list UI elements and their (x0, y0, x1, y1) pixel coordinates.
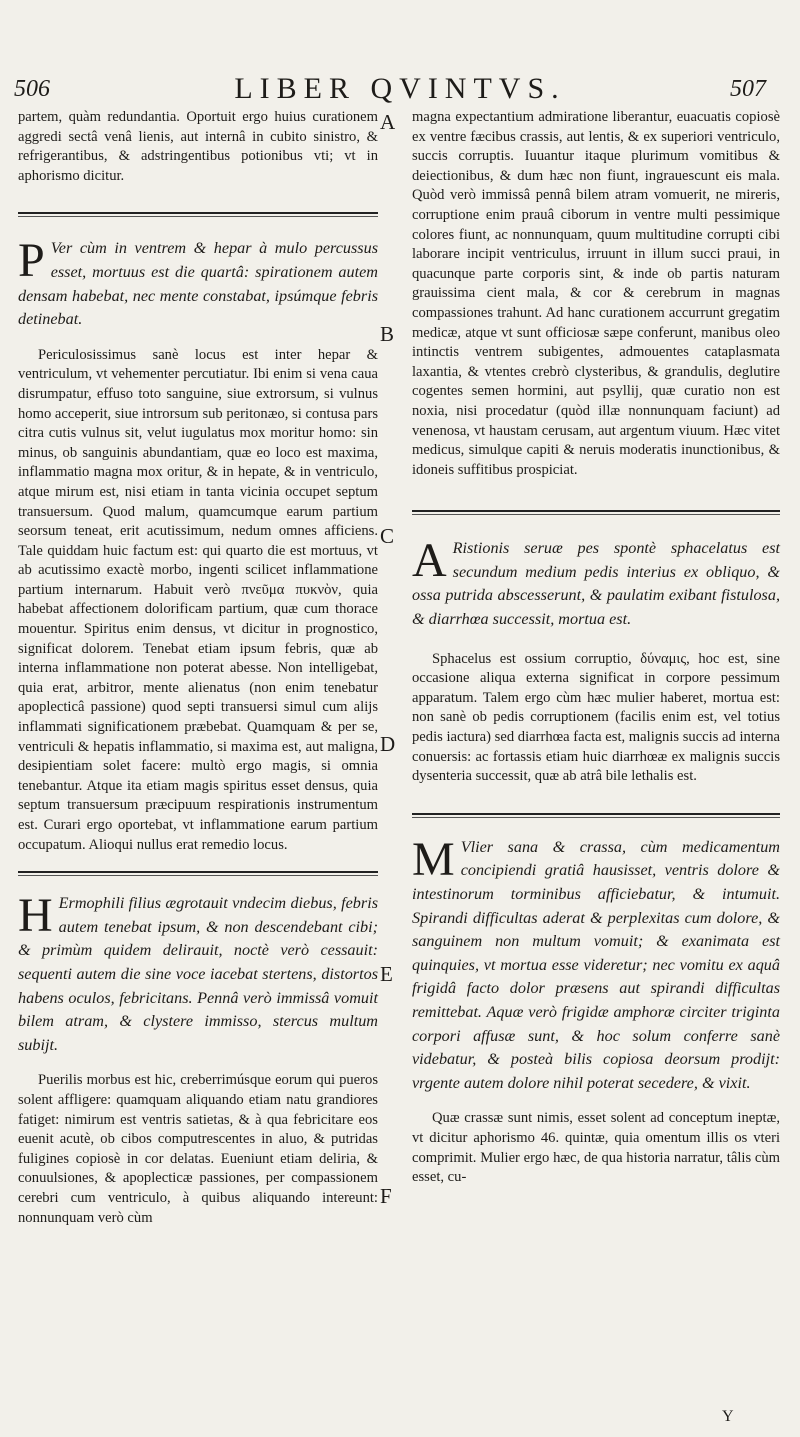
section-divider (412, 510, 780, 512)
commentary-text: Sphacelus est ossium corruptio, δύναμις, hoc est, sine occasione aliqua externa significat in corpore pessimum apparatum. Talem ergo cùm hæc mulier haberet, mortua est: non sanè ob pedis corruptionem (facilis enim est, vel totius pedis iactura) sed diarrhœa facta est, malignis succis ad interna conuersis: ac fortassis etiam huic diarrhœæ ex malignis succis dysenteria successit, quæ ab atrâ bile lethalis est. (412, 650, 780, 785)
section-divider (18, 871, 378, 873)
drop-initial: P (18, 234, 45, 288)
margin-letter-c: C (380, 524, 395, 548)
case-commentary-hermophili (18, 1071, 378, 1228)
drop-initial: H (18, 889, 53, 943)
margin-letter-b: B (380, 322, 395, 346)
margin-letter-a: A (380, 110, 396, 134)
left-continuation-text: partem, quàm redundantia. Oportuit ergo huius curationem aggredi sectâ venâ lienis, aut internâ in cubito sinistro, & refrigerantibus, & adstringentibus potionibus vti; vt in aphorismo dicitur. (18, 109, 378, 184)
commentary-text: Periculosissimus sanè locus est inter hepar & ventriculum, vt vehementer percutiatur. Ibi enim si vena caua disrumpatur, effuso toto sanguine, siue extrorsum, si vulnus homo acceperit, siue introrsum sub peritonæo, si contusa pars citra cutis vulnus sit, velut iugulatus mox moritur homo: sin minus, ob sanguinis abundantiam, quæ eo loco est maxima, inflammatio magna mox oritur, & in hepate, & in ventriculo, atque mirum est, nisi etiam in tanta vicinia occupet septum transuersum. Quod malum, quamcumque earum partium seorsum teneat, erit acutissimum, nedum omnes afficiens. Tale quiddam huic factum est: qui quarto die est mortuus, vt ab acutissimo exactè morbo, ingenti scilicet inflammatione partium internarum. Habuit verò πνεῦμα πυκνὸν, quia habebat affectionem dolorificam partium, quæ cum thorace mouentur. Spiritus enim densus, vt dicitur in prognostico, significat dolorem. Tenebat etiam ipsum febris, quæ ab interna inflammatione non poterat abesse. Non intelligebat, quia erat, arbitror, mente alienatus (non enim tenebatur apoplecticâ passione) quod septi transuersi simul cum alijs inflammati significationem præbebat. Quamquam & per se, ventriculi & hepatis inflammatio, si maxima est, aut maligna, desipientiam solet facere: multò ergo magis, si omnia tenebantur. Atque ita etiam magis spiritus esset densus, quia septum transuersum præcipuum respirationis instrumentum est. Curari ergo oportebat, vt inflammatione earum partium occupatum. Alioqui nullus erat remedio locus. (18, 346, 378, 853)
case-heading-text: Ermophili filius ægrotauit vndecim diebus, febris autem tenebat ipsum, & non descendebant cibi; & primùm quidem delirauit, noctè verò cessauit: sequenti autem die sine voce iacebat stertens, distortos habens oculos, febricitans. Pennâ verò immissâ vomuit bilem atram, & clystere immisso, stercus multum subijt. (18, 894, 378, 1054)
case-heading-mulier (412, 832, 780, 1096)
left-column (18, 108, 378, 1228)
commentary-text: Quæ crassæ sunt nimis, esset solent ad conceptum ineptæ, vt dicitur aphorismo 46. quintæ, quia omentum illis os vteri comprimit. Mulier ergo hæc, de qua historia narratur, tâlis cùm esset, cu- (412, 1110, 780, 1186)
right-column (412, 108, 780, 1188)
case-heading-text: Ver cùm in ventrem & hepar à mulo percussus esset, mortuus est die quartâ: spirationem autem densam habebat, nec mente constabat, ipsúmque febris detinebat. (18, 239, 378, 329)
case-heading-hermophili (18, 889, 378, 1057)
running-head: LIBER QVINTVS. (234, 72, 566, 105)
drop-initial: A (412, 534, 447, 588)
signature-mark: Y (722, 1408, 734, 1425)
right-continuation-text: magna expectantium admiratione liberantur, euacuatis copiosè ex ventre fæcibus crassis, aut lentis, & ex superiori ventriculo, succis corruptis. Iuuantur itaque plurimum vomitibus & deiectionibus, & dum hæc non fiunt, ingrauescunt eis mala. Quòd verò immissâ pennâ bilem atram vomuerit, ne mireris, corruptione enim prauâ ciborum in ventre multi pessimique colores fiunt, ac nonnunquam, quum multitudine corrupti cibi laborare incipit ventriculus, irruunt in illum succi praui, in quacunque parte corporis sint, & inde ob partis naturam grauissima cient mala, & cor & cerebrum in magnas compassiones trahunt. Ad hanc curationem accurrunt gregatim medicæ, atque vt sunt officiosæ sæpe conferunt, manibus oleo intinctis ventrem subigentes, admouentes cataplasmata laxantia, & vtentes crebrò clysteribus, & grandulis, deglutire cogentes semen hormini, aut psyllij, quæ curatio non est noxia, nisi procedatur (quòd illæ nonnunquam faciunt) ad venenosa, vt haustam cerusam, aut argentum viuum. Hæc vitet medicus, simulque capiti & neruis moderatis inunctionibus, & idoneis suffitibus prospiciat. (412, 109, 780, 478)
case-commentary-mulier (412, 1109, 780, 1187)
case-commentary-aristionis (412, 650, 780, 787)
case-commentary-puer (18, 346, 378, 855)
case-heading-aristionis (412, 534, 780, 631)
drop-initial: M (412, 832, 455, 886)
margin-letter-f: F (380, 1184, 392, 1208)
commentary-text: Puerilis morbus est hic, creberrimúsque eorum qui pueros solent affligere: quamquam aliquando etiam natu grandiores fatiget: nimirum est ventris satietas, & à qua febricitare eos euenit acutè, ob cibos computrescentes in aluo, & putridas fuligines copiosè in cor delatas. Eueniunt etiam deliria, & conuulsiones, & apoplecticæ passiones, per compassionem cerebri cum ventriculo, à quibus aliquando intereunt: nonnunquam verò cùm (18, 1072, 378, 1226)
case-heading-puer (18, 234, 378, 331)
section-divider (18, 212, 378, 214)
margin-letter-e: E (380, 962, 393, 986)
case-heading-text: Vlier sana & crassa, cùm medicamentum concipiendi gratiâ hausisset, ventris dolore & intestinorum torminibus afficiebatur, & intumuit. Spirandi difficultas aderat & perplexitas cum dolore, & sanguinem non multum vomuit; & exanimata est quinquies, vt mortua esse videretur; nec vomitu ex aquâ frigidâ facto dolor præsens aut spirandi difficultas remittebat. Aquæ verò frigidæ amphoræ circiter triginta corpori affusæ sunt, & hoc solum conferre sanè videbatur, & posteà bilis copiosa deorsum prodijt: vrgente autem dolore nihil poterat secedere, & vixit. (412, 837, 780, 1092)
case-heading-text: Ristionis seruæ pes spontè sphacelatus est secundum medium pedis interius ex obliquo, & ossa putrida abscesserunt, & paulatim exibant fistulosa, & diarrhœa successit, mortua est. (412, 539, 780, 629)
page-number-right: 507 (730, 76, 766, 102)
margin-letter-d: D (380, 732, 396, 756)
page-number-left: 506 (14, 76, 50, 102)
section-divider (412, 813, 780, 815)
